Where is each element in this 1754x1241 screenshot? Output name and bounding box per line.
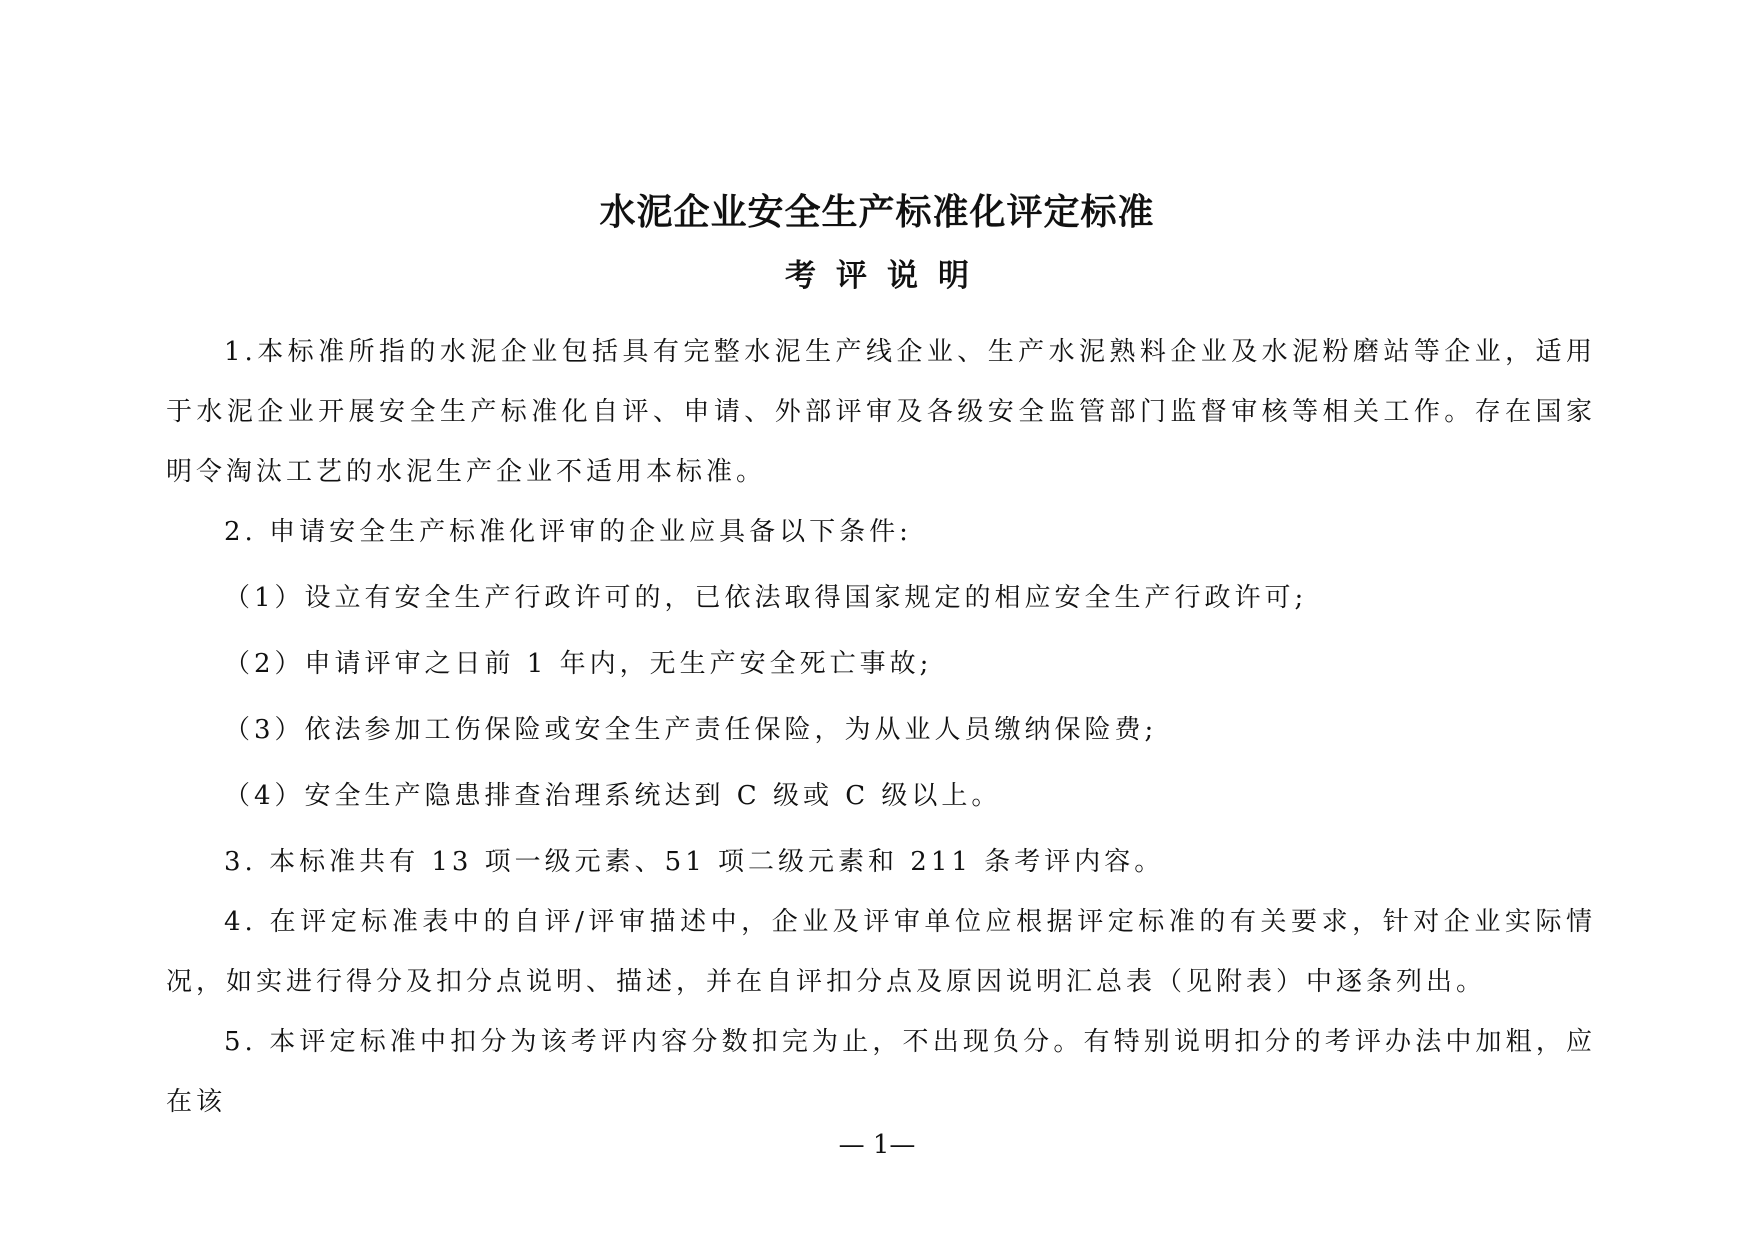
page-number: — 1— xyxy=(838,1130,916,1160)
document-title: 水泥企业安全生产标准化评定标准 xyxy=(599,192,1155,233)
paragraph-5: 5. 本评定标准中扣分为该考评内容分数扣完为止，不出现负分。有特别说明扣分的考评办法中加粗，应在该 xyxy=(166,1027,1596,1117)
document-subtitle: 考评说明 xyxy=(785,258,989,294)
document-body xyxy=(166,322,1596,1132)
paragraph-4: 4. 在评定标准表中的自评/评审描述中，企业及评审单位应根据评定标准的有关要求，针对企业实际情况，如实进行得分及扣分点说明、描述，并在自评扣分点及原因说明汇总表（见附表）中逐条列出。 xyxy=(166,907,1596,997)
condition-item-1: （1）设立有安全生产行政许可的，已依法取得国家规定的相应安全生产行政许可; xyxy=(224,583,1308,613)
condition-item-2: （2）申请评审之日前 1 年内，无生产安全死亡事故; xyxy=(224,649,933,679)
condition-item-3: （3）依法参加工伤保险或安全生产责任保险，为从业人员缴纳保险费; xyxy=(224,715,1158,745)
paragraph-3: 3. 本标准共有 13 项一级元素、51 项二级元素和 211 条考评内容。 xyxy=(224,847,1165,877)
paragraph-2: 2. 申请安全生产标准化评审的企业应具备以下条件: xyxy=(224,517,912,547)
paragraph-1: 1.本标准所指的水泥企业包括具有完整水泥生产线企业、生产水泥熟料企业及水泥粉磨站等企业，适用于水泥企业开展安全生产标准化自评、申请、外部评审及各级安全监管部门监督审核等相关工作。存在国家明令淘汰工艺的水泥生产企业不适用本标准。 xyxy=(166,337,1596,487)
condition-item-4: （4）安全生产隐患排查治理系统达到 C 级或 C 级以上。 xyxy=(224,781,1002,811)
